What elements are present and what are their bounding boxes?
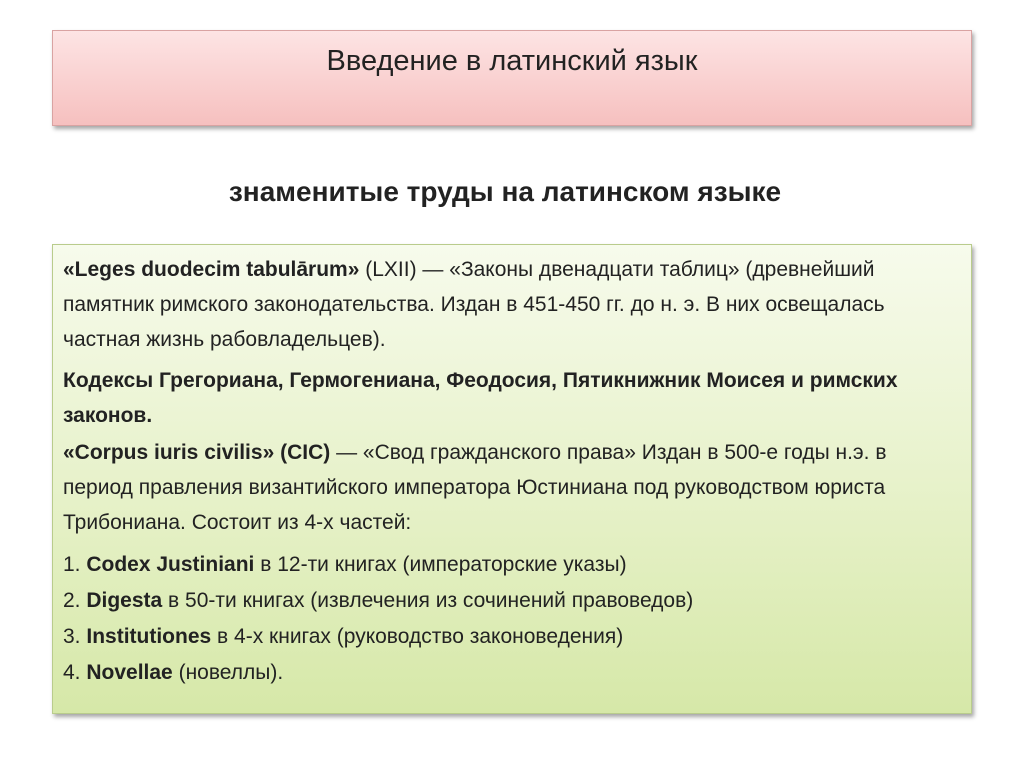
list-item (63, 547, 953, 582)
paragraph-corpus (63, 435, 953, 540)
title-box (52, 30, 972, 126)
content-box (52, 244, 972, 714)
list-item (63, 655, 953, 690)
list-item (63, 619, 953, 654)
list-number: 2. (63, 589, 87, 612)
list-item-description: в 12-ти книгах (императорские указы) (254, 553, 627, 576)
leges-title: «Leges duodecim tabulārum» (63, 258, 360, 281)
slide-title: Введение в латинский язык (326, 45, 698, 77)
list-item-title: Digesta (86, 589, 163, 612)
slide-subtitle: знаменитые труды на латинском языке (228, 176, 782, 207)
paragraph-codices: Кодексы Грегориана, Гермогениана, Феодосия, Пятикнижник Моисея и римских законов. (63, 369, 898, 427)
corpus-description: — «Свод гражданского права» Издан в 500-е годы н.э. в период правления византийского императора Юстиниана под руководством юриста Трибониана. Состоит из 4-х частей: (63, 441, 887, 534)
list-item-description: в 50-ти книгах (извлечения из сочинений правоведов) (162, 589, 694, 612)
list-item-title: Institutiones (86, 625, 212, 648)
list-number: 4. (63, 661, 87, 684)
list-item-title: Codex Justiniani (86, 553, 255, 576)
paragraph-leges (63, 252, 953, 357)
list-item-description: в 4-х книгах (руководство законоведения) (211, 625, 624, 648)
list-number: 3. (63, 625, 87, 648)
list-item-description: (новеллы). (172, 661, 284, 684)
leges-description: (LXII) — «Законы двенадцати таблиц» (древнейший памятник римского законодательства. Издан в 451-450 гг. до н. э. В них освещалась частная жизнь рабовладельцев). (63, 258, 885, 351)
list-item-title: Novellae (86, 661, 173, 684)
list-number: 1. (63, 553, 87, 576)
list-item (63, 583, 953, 618)
corpus-title: «Corpus iuris civilis» (CIC) (63, 441, 331, 464)
